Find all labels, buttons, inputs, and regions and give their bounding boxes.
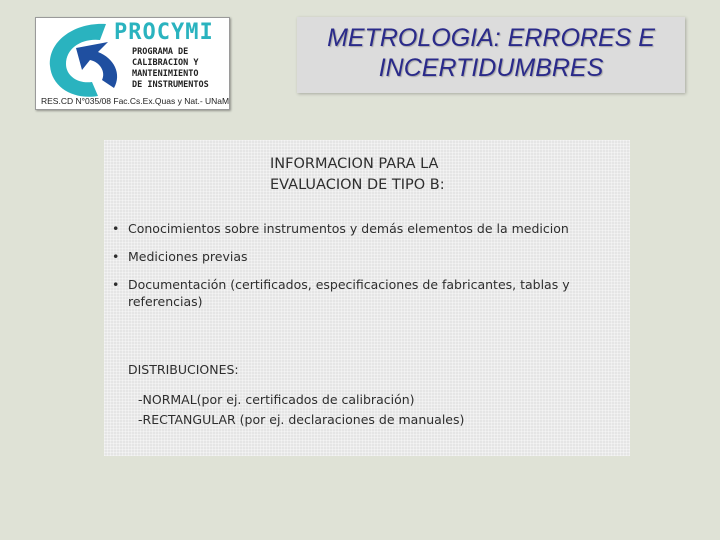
logo-line-3: MANTENIMIENTO — [132, 69, 199, 79]
bullet-text: Documentación (certificados, especificaciones de fabricantes, tablas y referencias) — [128, 277, 570, 309]
bullet-icon: • — [112, 249, 120, 264]
content-panel — [104, 140, 630, 456]
title-line-1: METROLOGIA: ERRORES E — [327, 24, 655, 52]
bullet-list — [104, 220, 630, 321]
logo-line-2: CALIBRACION Y — [132, 58, 199, 68]
bullet-text: Conocimientos sobre instrumentos y demás elementos de la medicion — [128, 221, 569, 236]
logo-line-1: PROGRAMA DE — [132, 47, 189, 57]
distribucion-rectangular: -RECTANGULAR (por ej. declaraciones de manuales) — [138, 412, 465, 427]
bullet-icon: • — [112, 221, 120, 236]
list-item — [104, 276, 630, 310]
bullet-text: Mediciones previas — [128, 249, 248, 264]
distribucion-normal: -NORMAL(por ej. certificados de calibración) — [138, 392, 415, 407]
list-item — [104, 220, 630, 237]
slide-title — [297, 17, 685, 93]
logo-footer: RES.CD N°035/08 Fac.Cs.Ex.Quas y Nat.- UNaM — [41, 96, 230, 106]
heading-line-1: INFORMACION PARA LA — [270, 156, 439, 172]
distribuciones-label: DISTRIBUCIONES: — [128, 362, 239, 377]
bullet-icon: • — [112, 277, 120, 292]
title-line-2: INCERTIDUMBRES — [378, 54, 604, 82]
list-item — [104, 248, 630, 265]
heading-line-2: EVALUACION DE TIPO B: — [270, 177, 445, 193]
logo-line-4: DE INSTRUMENTOS — [132, 80, 209, 90]
content-heading — [270, 154, 445, 196]
procymi-logo — [35, 17, 230, 110]
logo-brand: PROCYMI — [114, 20, 214, 45]
distribuciones-list — [138, 390, 464, 430]
